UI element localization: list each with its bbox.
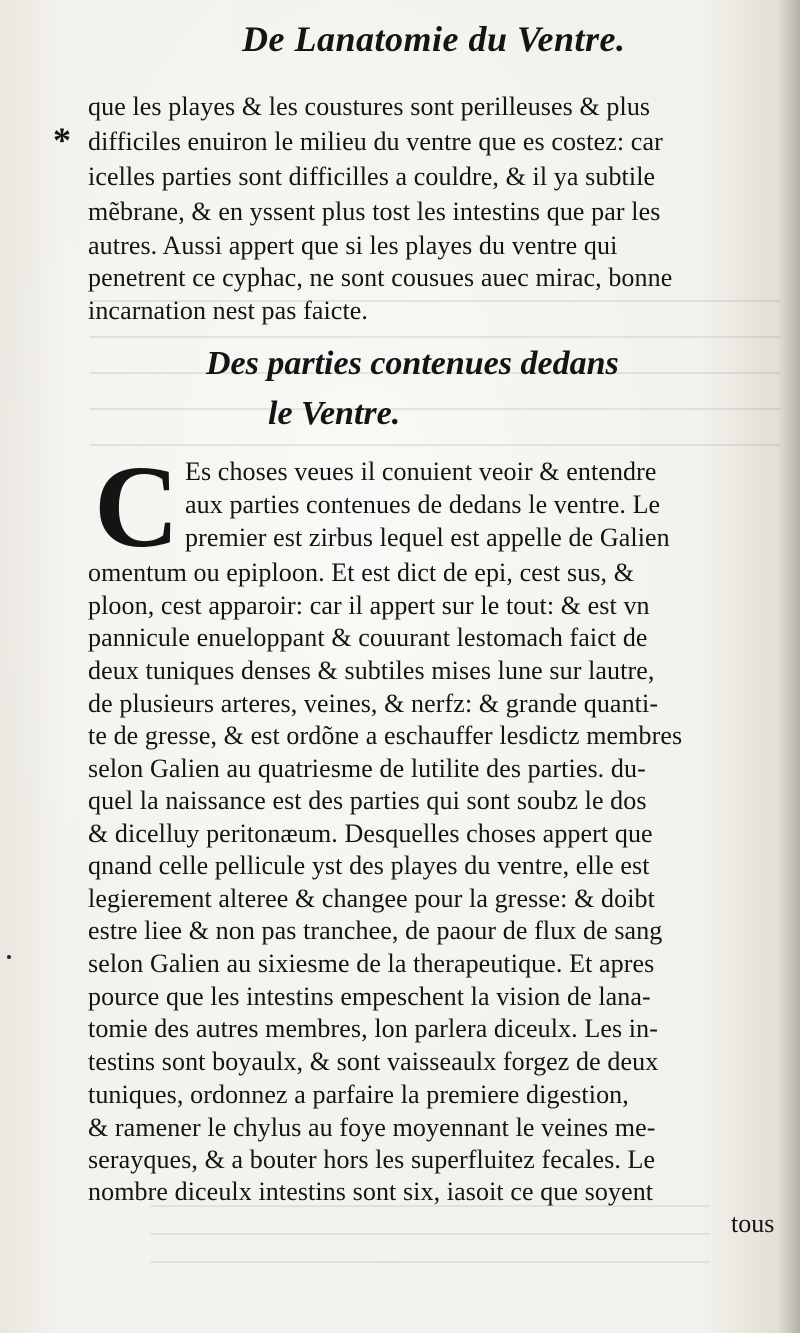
text-line: deux tuniques denses & subtiles mises lune sur lautre, [88, 656, 655, 685]
text-line: penetrent ce cyphac, ne sont cousues auec mirac, bonne [88, 263, 673, 292]
page-edge-shadow [778, 0, 800, 1333]
text-line: icelles parties sont difficilles a couldre, & il ya subtile [88, 162, 656, 191]
text-line: legierement alteree & changee pour la gresse: & doibt [88, 884, 655, 913]
text-line: ploon, cest apparoir: car il appert sur le tout: & est vn [88, 591, 650, 620]
margin-asterisk: * [53, 120, 71, 160]
running-head: De Lanatomie du Ventre. [242, 19, 626, 59]
text-line: incarnation nest pas faicte. [88, 296, 369, 325]
text-line: tuniques, ordonnez a parfaire la premiere digestion, [88, 1080, 629, 1109]
text-line: selon Galien au quatriesme de lutilite des parties. du- [88, 754, 646, 783]
text-line: estre liee & non pas tranchee, de paour de flux de sang [88, 916, 663, 945]
text-line: de plusieurs arteres, veines, & nerfz: & grande quanti- [88, 689, 659, 718]
text-line: serayques, & a bouter hors les superfluitez fecales. Le [88, 1145, 656, 1174]
text-line: difficiles enuiron le milieu du ventre que es costez: car [88, 127, 663, 156]
text-line: tomie des autres membres, lon parlera diceulx. Les in- [88, 1014, 658, 1043]
text-line: & dicelluy peritonæum. Desquelles choses appert que [88, 819, 653, 848]
show-through-text-bottom [150, 1205, 710, 1265]
text-line: & ramener le chylus au foye moyennant le veines me- [88, 1113, 656, 1142]
text-line: premier est zirbus lequel est appelle de Galien [185, 523, 670, 552]
text-line: mẽbrane, & en yssent plus tost les intestins que par les [88, 197, 661, 226]
text-line: qnand celle pellicule yst des playes du ventre, elle est [88, 851, 650, 880]
text-line: quel la naissance est des parties qui sont soubz le dos [88, 786, 647, 815]
text-line: selon Galien au sixiesme de la therapeutique. Et apres [88, 949, 655, 978]
text-line: pource que les intestins empeschent la vision de lana- [88, 982, 651, 1011]
section-heading-line-2: le Ventre. [268, 395, 401, 432]
text-line: pannicule enueloppant & couurant lestomach faict de [88, 623, 648, 652]
text-line: nombre diceulx intestins sont six, iasoit ce que soyent [88, 1177, 654, 1206]
text-line: aux parties contenues de dedans le ventre. Le [185, 490, 661, 519]
section-heading-line-1: Des parties contenues dedans [206, 345, 619, 382]
text-line: omentum ou epiploon. Et est dict de epi, cest sus, & [88, 558, 635, 587]
text-line: autres. Aussi appert que si les playes du ventre qui [88, 231, 618, 260]
text-line: Es choses veues il conuient veoir & entendre [185, 457, 657, 486]
text-line: testins sont boyaulx, & sont vaisseaulx forgez de deux [88, 1047, 659, 1076]
catchword: tous [731, 1209, 775, 1238]
drop-cap: C [94, 441, 180, 572]
text-line: que les playes & les coustures sont perilleuses & plus [88, 92, 651, 121]
stray-ink-mark [7, 955, 11, 959]
text-line: te de gresse, & est ordõne a eschauffer lesdictz membres [88, 721, 683, 750]
